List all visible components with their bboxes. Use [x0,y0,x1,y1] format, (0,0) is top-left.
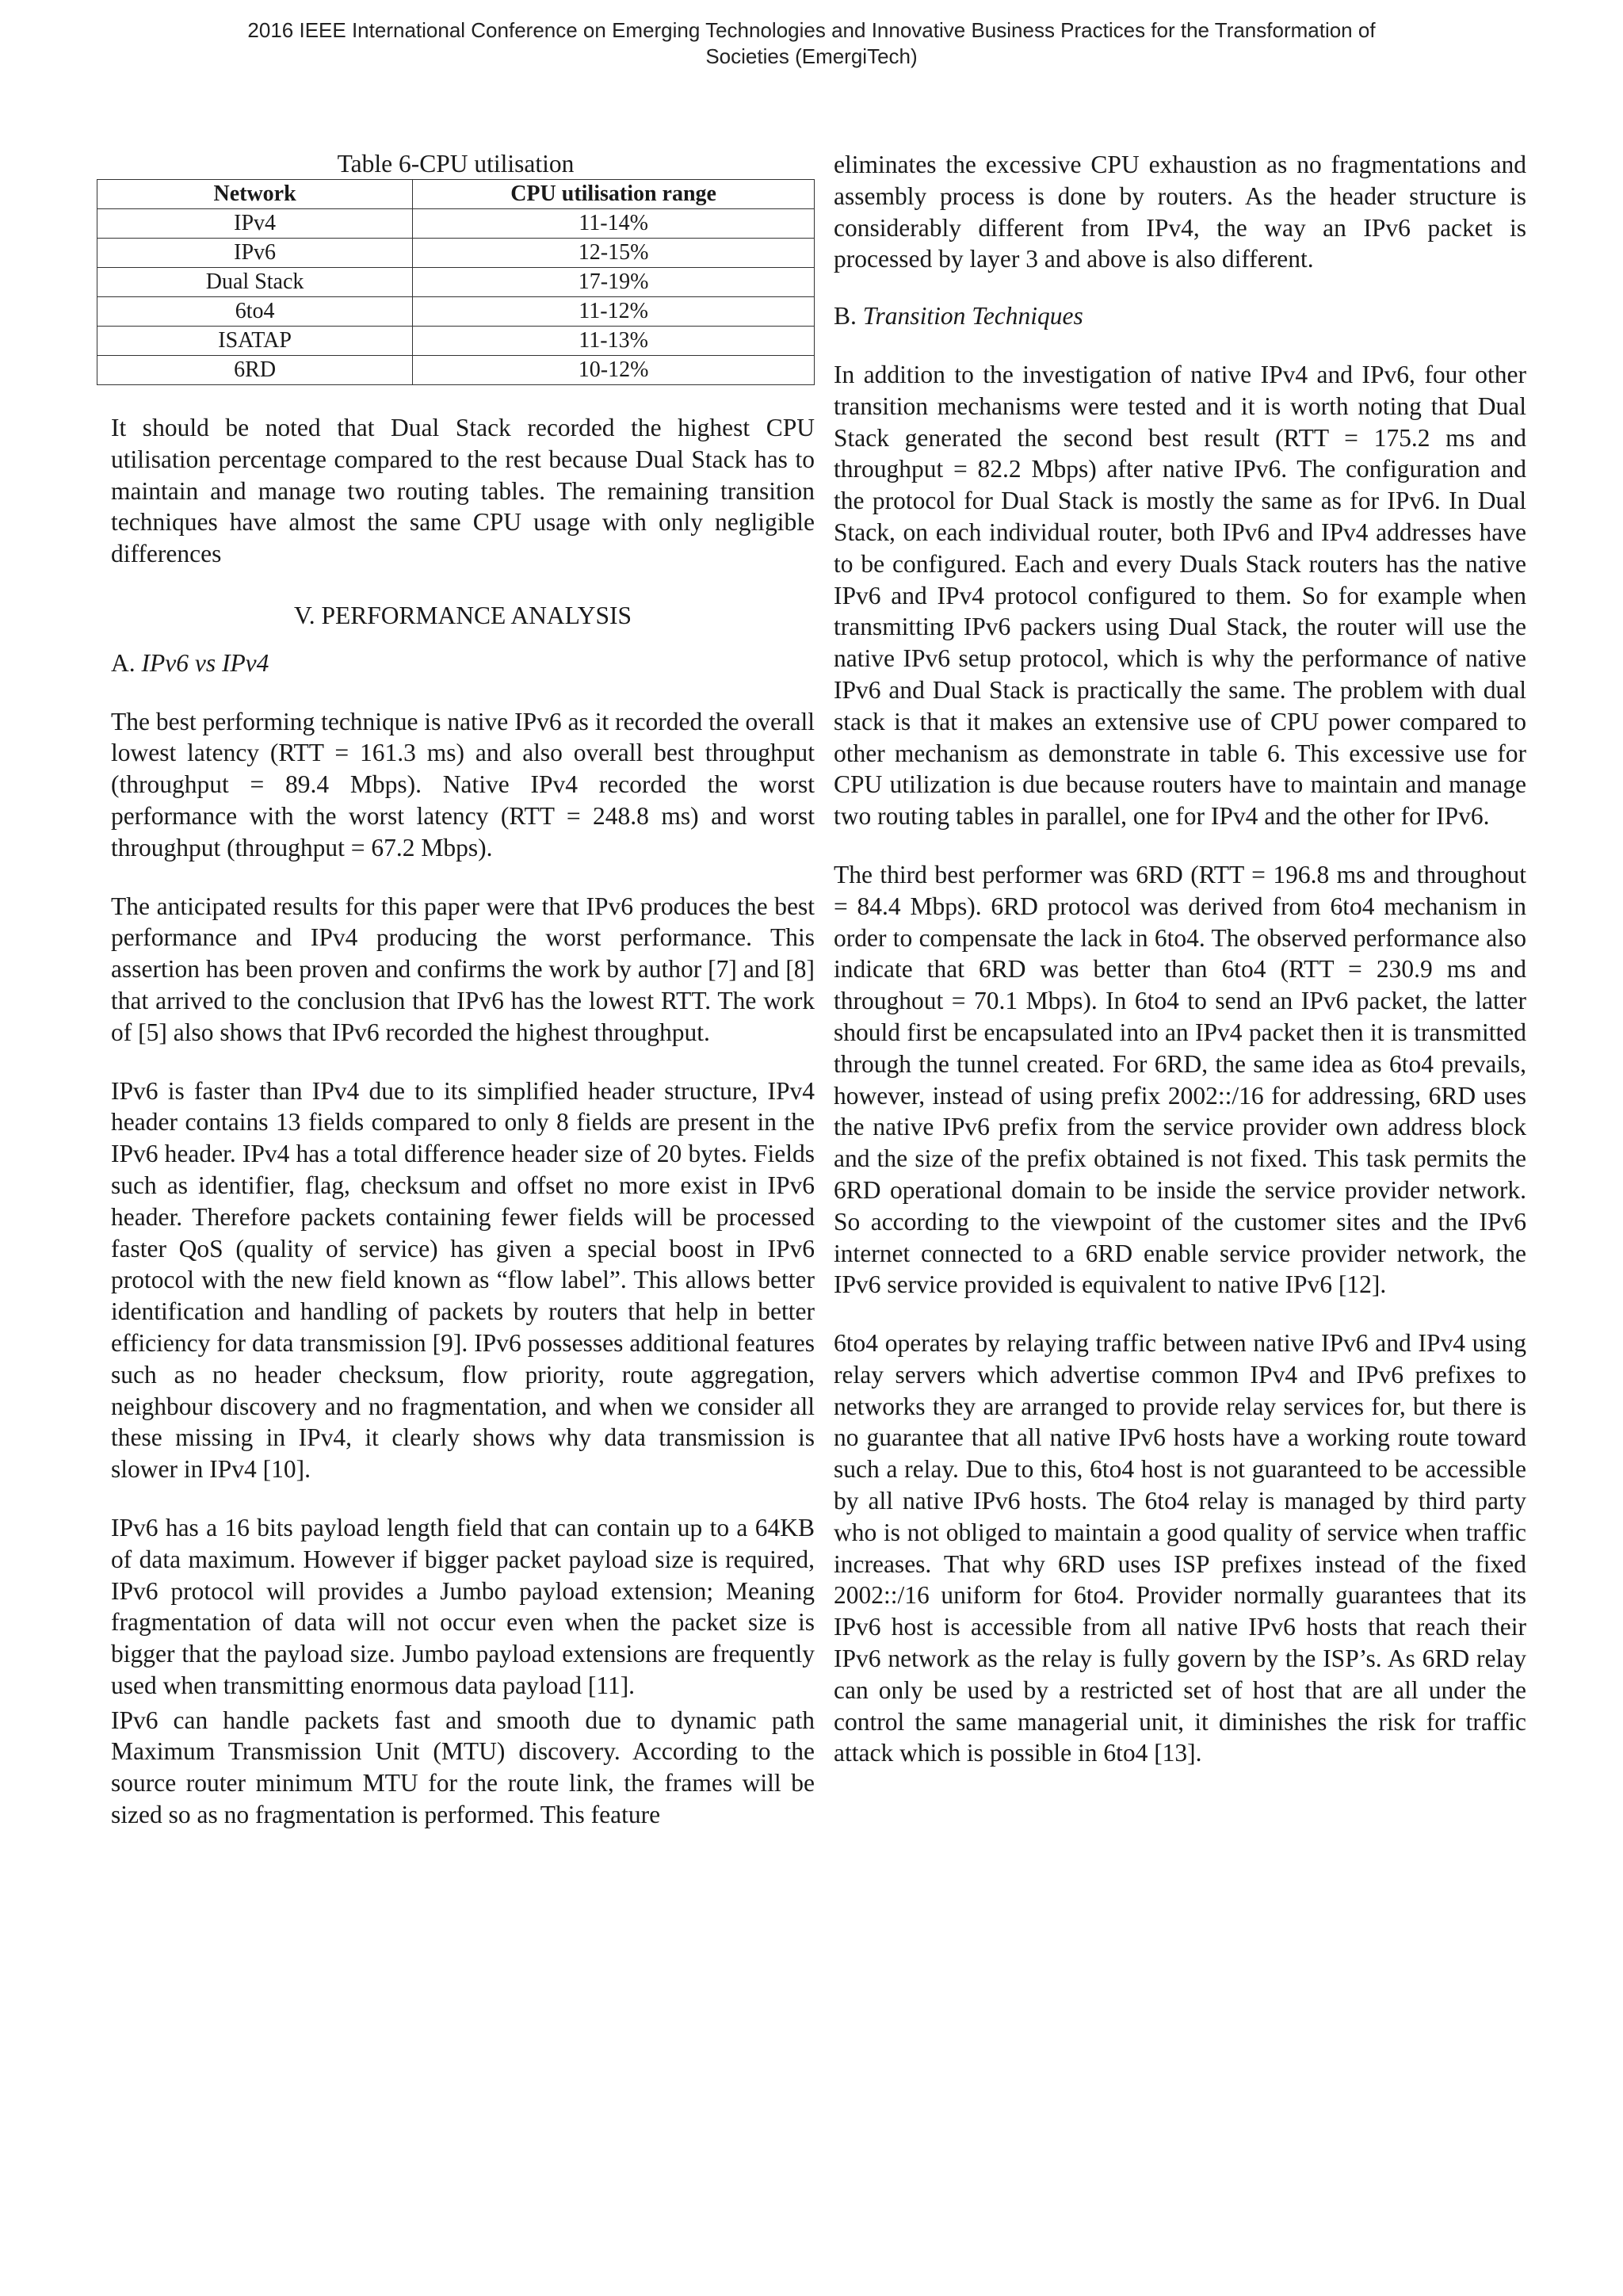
running-header [0,17,1623,70]
table-header-network: Network [97,180,413,209]
table-cell-network: 6to4 [97,297,413,327]
subsection-title: IPv6 vs IPv4 [141,648,269,677]
table-cell-network: IPv6 [97,239,413,268]
table-cell-network: IPv4 [97,209,413,239]
paragraph-6to4-relay: 6to4 operates by relaying traffic between native IPv6 and IPv4 using relay servers which advertise common IPv4 and IPv6 prefixes to networks they are arranged to provide relay services for, but there is no guarantee that all native IPv6 hosts have a working route toward such a relay. Due to this, 6to4 host is not guaranteed to be accessible by all native IPv6 hosts. The 6to4 relay is managed by third party who is not obliged to maintain a good quality of service when traffic increases. That why 6RD uses ISP prefixes instead of the fixed 2002::/16 uniform for 6to4. Provider normally guarantees that its IPv6 host is accessible from all native IPv6 hosts that reach their IPv6 network as the relay is fully govern by the ISP’s. As 6RD relay can only be used by a restricted set of host that are all under the control the same managerial unit, it diminishes the risk for traffic attack which is possible in 6to4 [13]. [834,1329,1526,1767]
table-row [97,209,815,239]
cpu-utilisation-table [97,179,815,385]
table-caption: Table 6-CPU utilisation [337,150,575,178]
table-cell-range: 11-14% [413,209,815,239]
paragraph-continued: eliminates the excessive CPU exhaustion as no fragmentations and assembly process is done by routers. As the header structure is considerably different from IPv4, the way an IPv6 packet is processed by layer 3 and above is also different. [834,151,1526,273]
subsection-number: A. [111,648,136,677]
paragraph-mtu-discovery: IPv6 can handle packets fast and smooth due to dynamic path Maximum Transmission Unit (MTU) discovery. According to the source router minimum MTU for the route link, the frames will be sized so as no fragmentation is performed. This feature [111,1706,815,1829]
table-row [97,356,815,385]
table-cell-range: 17-19% [413,268,815,297]
header-line-2: Societies (EmergiTech) [705,44,918,68]
table-row [97,239,815,268]
paragraph-anticipated-results: The anticipated results for this paper were that IPv6 produces the best performance and IPv4 producing the worst performance. This assertion has been proven and confirms the work by author [7] and [8] that arrived to the conclusion that IPv6 has the lowest RTT. The work of [5] also shows that IPv6 recorded the highest throughput. [111,892,815,1046]
table-header-row [97,180,815,209]
cpu-table-block [97,149,815,385]
table-cell-network: 6RD [97,356,413,385]
paragraph-transition-investigation: In addition to the investigation of native IPv4 and IPv6, four other transition mechanisms were tested and it is worth noting that Dual Stack generated the second best result (RTT = 175.2 ms and throughput = 82.2 Mbps) after native IPv6. The configuration and the protocol for Dual Stack is mostly the same as for IPv6. In Dual Stack, on each individual router, both IPv6 and IPv4 addresses have to be configured. Each and every Duals Stack routers has the native IPv6 and IPv4 protocol configured to them. So for example when transmitting IPv6 packers using Dual Stack, the router will use the native IPv6 setup protocol, which is why the performance of native IPv6 and Dual Stack is practically the same. The problem with dual stack is that it makes an extensive use of CPU power compared to other mechanism as demonstrate in table 6. This excessive use for CPU utilization is due because routers have to maintain and manage two routing tables in parallel, one for IPv4 and the other for IPv6. [834,360,1526,831]
paragraph-dual-stack-cpu: It should be noted that Dual Stack recorded the highest CPU utilisation percentage compared to the rest because Dual Stack has to maintain and manage two routing tables. The remaining transition techniques have almost the same CPU usage with only negligible differences [111,414,815,568]
table-header-cpu-range: CPU utilisation range [413,180,815,209]
table-row [97,327,815,356]
subsection-heading-a [111,648,815,679]
left-body [97,412,815,1831]
table-row [97,297,815,327]
header-line-1: 2016 IEEE International Conference on Emerging Technologies and Innovative Business Practices for the Transformation of [247,18,1376,42]
subsection-heading-b [834,300,1526,332]
table-cell-range: 11-13% [413,327,815,356]
paragraph-best-performing: The best performing technique is native IPv6 as it recorded the overall lowest latency (RTT = 161.3 ms) and also overall best throughput (throughput = 89.4 Mbps). Native IPv4 recorded the worst performance with the worst latency (RTT = 248.8 ms) and worst throughput (throughput = 67.2 Mbps). [111,707,815,861]
table-cell-network: ISATAP [97,327,413,356]
table-cell-range: 10-12% [413,356,815,385]
paragraph-payload-length: IPv6 has a 16 bits payload length field that can contain up to a 64KB of data maximum. However if bigger packet payload size is required, IPv6 protocol will provides a Jumbo payload extension; Meaning fragmentation of data will not occur even when the packet size is bigger that the payload size. Jumbo payload extensions are frequently used when transmitting enormous data payload [11]. [111,1513,815,1699]
paragraph-third-best-6rd: The third best performer was 6RD (RTT = 196.8 ms and throughout = 84.4 Mbps). 6RD protocol was derived from 6to4 mechanism in order to compensate the lack in 6to4. The observed performance also indicate that 6RD was better than 6to4 (RTT = 230.9 ms and throughout = 70.1 Mbps). In 6to4 to send an IPv6 packet, the latter should first be encapsulated into an IPv4 packet then it is transmitted through the tunnel created. For 6RD, the same idea as 6to4 prevails, however, instead of using prefix 2002::/16 for addressing, 6RD uses the native IPv6 prefix from the service provider own address block and the size of the prefix obtained is not fixed. This task permits the 6RD operational domain to be inside the service provider network. So according to the viewpoint of the customer sites and the IPv6 internet connected to a 6RD enable service provider network, the IPv6 service provided is equivalent to native IPv6 [12]. [834,860,1526,1299]
paragraph-ipv6-faster: IPv6 is faster than IPv4 due to its simplified header structure, IPv4 header contains 13 fields compared to only 8 fields are present in the IPv6 header. IPv4 has a total difference header size of 20 bytes. Fields such as identifier, flag, checksum and offset no more exist in IPv6 header. Therefore packets containing fewer fields will be processed faster QoS (quality of service) has given a special boost in IPv6 protocol with the new field known as “flow label”. This allows better identification and handling of packets by routers that help in better efficiency for data transmission [9]. IPv6 possesses additional features such as no header checksum, flow priority, route aggregation, neighbour discovery and no fragmentation, and when we consider all these missing in IPv4, it clearly shows why data transmission is slower in IPv4 [10]. [111,1076,815,1484]
right-column [834,149,1526,1769]
subsection-number: B. [834,302,857,330]
left-column [97,149,815,1831]
table-cell-range: 12-15% [413,239,815,268]
subsection-title: Transition Techniques [862,302,1083,330]
table-row [97,268,815,297]
table-cell-network: Dual Stack [97,268,413,297]
section-heading-performance-analysis: V. PERFORMANCE ANALYSIS [294,601,632,629]
table-cell-range: 11-12% [413,297,815,327]
